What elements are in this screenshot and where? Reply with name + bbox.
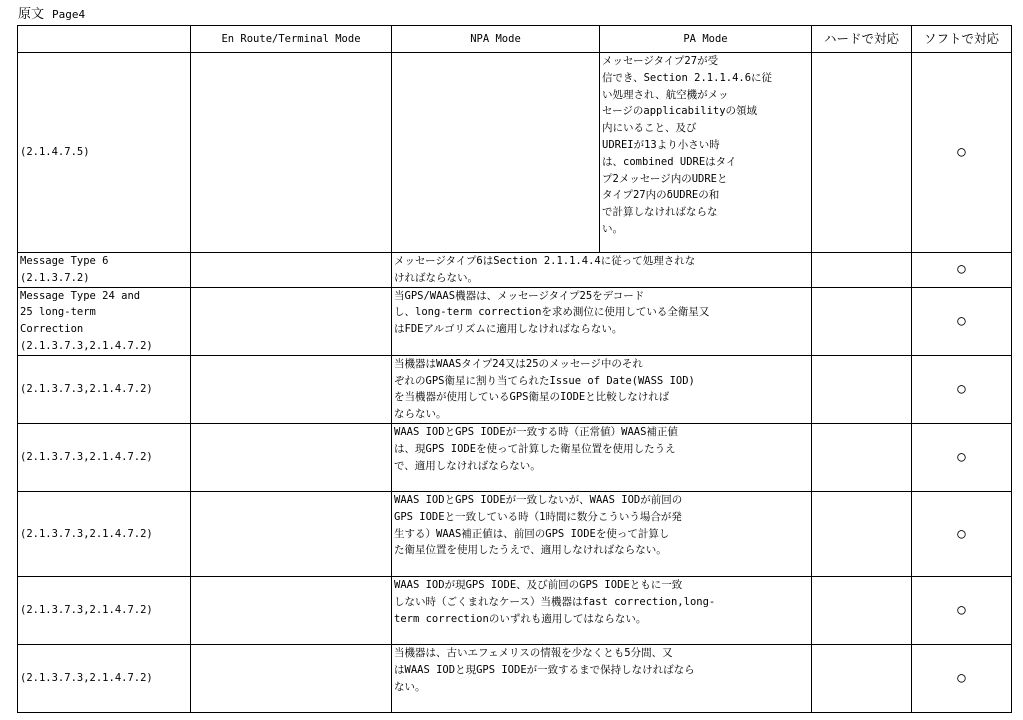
en-route-cell [191, 355, 392, 423]
en-route-cell [191, 576, 392, 644]
reference-cell: (2.1.3.7.3,2.1.4.7.2) [18, 576, 191, 644]
requirement-text: WAAS IODとGPS IODEが一致しないが、WAAS IODが前回の GPS IODEと一致している時（1時間に数分こういう場合が発 生する）WAAS補正値は、前回のGPS IODEを使って計算し た衛星位置を使用したうえで、適用しなければならない。 [392, 491, 812, 576]
reference-cell: (2.1.3.7.3,2.1.4.7.2) [18, 355, 191, 423]
reference-cell: (2.1.4.7.5) [18, 53, 191, 253]
table-row [18, 253, 1012, 288]
software-mark: ○ [912, 491, 1012, 576]
en-route-cell [191, 253, 392, 288]
npa-cell [392, 53, 600, 253]
reference-cell: (2.1.3.7.3,2.1.4.7.2) [18, 423, 191, 491]
header-pa-mode: PA Mode [600, 26, 812, 53]
header-en-route-terminal: En Route/Terminal Mode [191, 26, 392, 53]
pa-cell: メッセージタイプ27が受 信でき、Section 2.1.1.4.6に従 い処理され、航空機がメッ セージのapplicabilityの領域 内にいること、及び UDREIが13より小さい時 は、combined UDREはタイ プ2メッセージ内のUDREと タイプ27内のδUDREの和 で計算しなければならな い。 [600, 53, 812, 253]
hardware-cell [812, 53, 912, 253]
software-mark: ○ [912, 644, 1012, 712]
software-mark: ○ [912, 355, 1012, 423]
header-reference [18, 26, 191, 53]
header-hardware: ハードで対応 [812, 26, 912, 53]
requirement-text: WAAS IODとGPS IODEが一致する時（正常値）WAAS補正値 は、現GPS IODEを使って計算した衛星位置を使用したうえ で、適用しなければならない。 [392, 423, 812, 491]
header-npa-mode: NPA Mode [392, 26, 600, 53]
hardware-cell [812, 287, 912, 355]
software-mark: ○ [912, 253, 1012, 288]
software-mark: ○ [912, 423, 1012, 491]
reference-cell: (2.1.3.7.3,2.1.4.7.2) [18, 644, 191, 712]
hardware-cell [812, 355, 912, 423]
table-row [18, 423, 1012, 491]
document-heading [18, 7, 85, 23]
table-row [18, 53, 1012, 253]
reference-cell: Message Type 24 and 25 long-term Correction (2.1.3.7.3,2.1.4.7.2) [18, 287, 191, 355]
table-row [18, 576, 1012, 644]
requirement-text: WAAS IODが現GPS IODE、及び前回のGPS IODEともに一致 しない時（ごくまれなケース）当機器はfast correction,long- term correctionのいずれも適用してはならない。 [392, 576, 812, 644]
en-route-cell [191, 53, 392, 253]
table-row [18, 644, 1012, 712]
software-mark: ○ [912, 53, 1012, 253]
en-route-cell [191, 423, 392, 491]
requirement-text: 当GPS/WAAS機器は、メッセージタイプ25をデコード し、long-term correctionを求め測位に使用している全衛星又 はFDEアルゴリズムに適用しなければならない。 [392, 287, 812, 355]
reference-cell: Message Type 6 (2.1.3.7.2) [18, 253, 191, 288]
software-mark: ○ [912, 287, 1012, 355]
hardware-cell [812, 253, 912, 288]
en-route-cell [191, 644, 392, 712]
hardware-cell [812, 491, 912, 576]
table-row [18, 287, 1012, 355]
table-row [18, 491, 1012, 576]
hardware-cell [812, 576, 912, 644]
requirement-text: メッセージタイプ6はSection 2.1.1.4.4に従って処理されな ければならない。 [392, 253, 812, 288]
header-software: ソフトで対応 [912, 26, 1012, 53]
en-route-cell [191, 287, 392, 355]
requirements-table [17, 25, 1012, 713]
requirement-text: 当機器は、古いエフェメリスの情報を少なくとも5分間、又 はWAAS IODと現GPS IODEが一致するまで保持しなければなら ない。 [392, 644, 812, 712]
software-mark: ○ [912, 576, 1012, 644]
en-route-cell [191, 491, 392, 576]
table-row [18, 355, 1012, 423]
document-title: 原文 [18, 7, 45, 22]
header-row [18, 26, 1012, 53]
hardware-cell [812, 644, 912, 712]
hardware-cell [812, 423, 912, 491]
requirement-text: 当機器はWAASタイプ24又は25のメッセージ中のそれ ぞれのGPS衛星に割り当てられたIssue of Date(WASS IOD) を当機器が使用しているGPS衛星のIODEと比較しなければ ならない。 [392, 355, 812, 423]
page-label: Page4 [52, 8, 86, 21]
reference-cell: (2.1.3.7.3,2.1.4.7.2) [18, 491, 191, 576]
